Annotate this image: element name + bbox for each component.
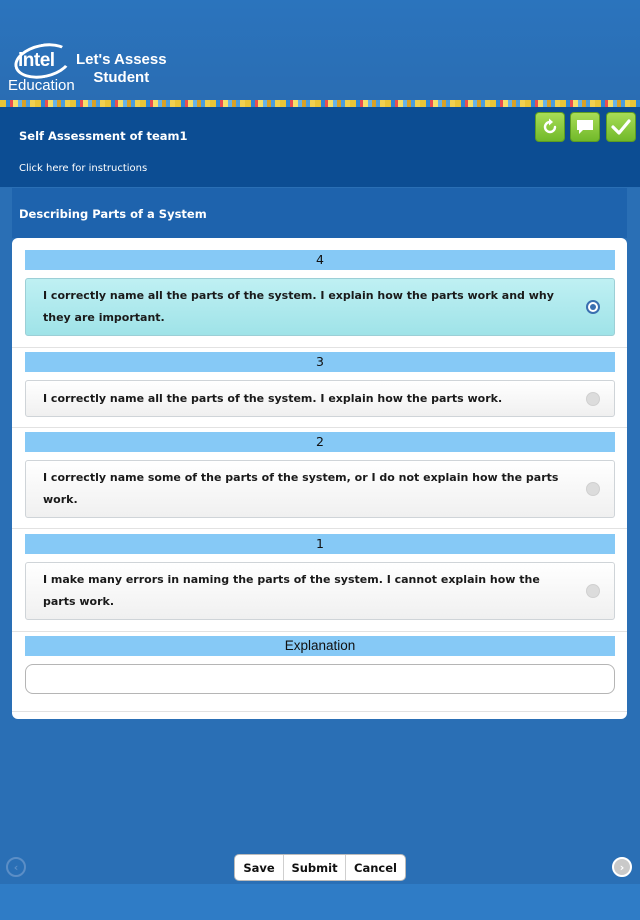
chevron-left-icon: ‹ [13,860,19,874]
checkmark-icon [611,118,631,136]
radio-unselected-icon[interactable] [586,392,600,406]
divider [12,528,627,529]
submit-button[interactable]: Submit [284,855,346,880]
save-button[interactable]: Save [235,855,284,880]
level-score-1: 1 [25,534,615,554]
section-title: Describing Parts of a System [19,207,207,221]
footer-band [0,884,640,920]
divider [12,427,627,428]
intel-education-logo [8,44,78,96]
rubric-option-2[interactable] [25,460,615,518]
app-title-line2: Student [93,69,150,86]
divider [12,347,627,348]
radio-unselected-icon[interactable] [586,584,600,598]
instructions-link[interactable]: Click here for instructions [19,163,148,174]
rubric-option-text: I correctly name all the parts of the system. I explain how the parts work and why they are important. [43,289,554,324]
complete-button[interactable] [606,112,636,142]
explanation-label: Explanation [25,636,615,656]
rubric-option-1[interactable] [25,562,615,620]
radio-unselected-icon[interactable] [586,482,600,496]
next-button[interactable] [612,857,632,877]
refresh-button[interactable] [535,112,565,142]
comment-icon [575,118,595,136]
decorative-stripe [0,100,640,107]
refresh-icon [540,117,560,137]
rubric-option-4[interactable] [25,278,615,336]
app-title-line1: Let's Assess [76,51,167,68]
cancel-button[interactable]: Cancel [354,860,397,875]
education-logo-text: Education [8,77,75,94]
level-score-2: 2 [25,432,615,452]
chevron-right-icon: › [619,860,625,874]
level-score-4: 4 [25,250,615,270]
action-button-group [234,854,406,881]
rubric-option-text: I correctly name all the parts of the system. I explain how the parts work. [43,391,503,405]
radio-selected-icon[interactable] [586,300,600,314]
level-score-3: 3 [25,352,615,372]
assessment-title: Self Assessment of team1 [19,129,188,143]
divider [12,631,627,632]
app-title [76,51,167,87]
divider [12,711,627,712]
previous-button[interactable] [6,857,26,877]
explanation-input[interactable] [25,664,615,694]
rubric-option-text: I correctly name some of the parts of the system, or I do not explain how the parts work. [43,471,559,506]
comment-button[interactable] [570,112,600,142]
rubric-option-text: I make many errors in naming the parts of the system. I cannot explain how the parts work. [43,573,540,608]
intel-logo-text: intel [18,50,55,71]
rubric-option-3[interactable] [25,380,615,417]
app-header [0,0,640,100]
